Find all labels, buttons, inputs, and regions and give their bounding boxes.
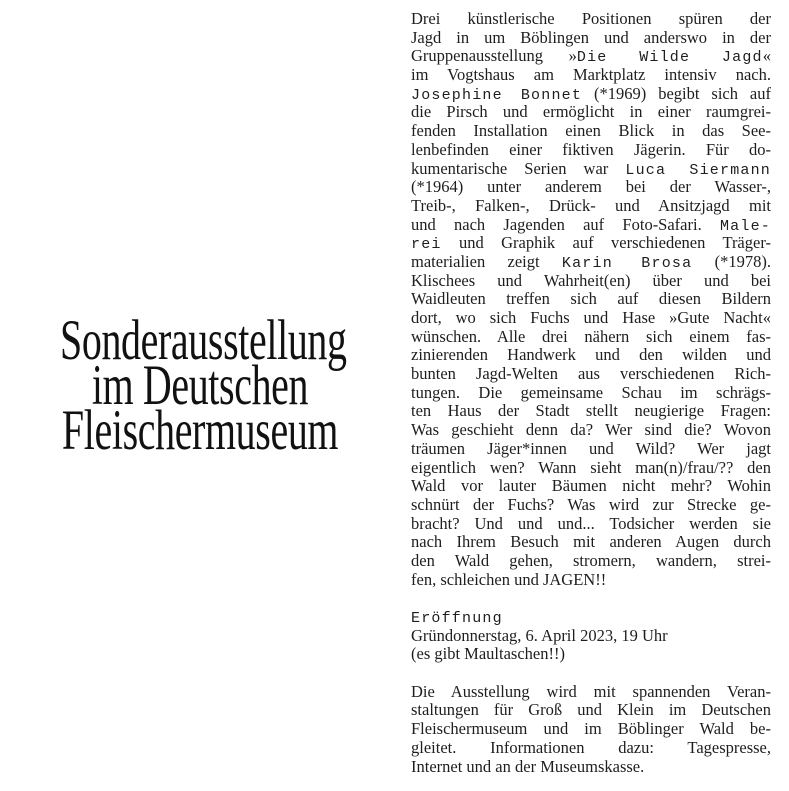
text-segment: Waidleuten treffen sich auf diesen Bildern	[411, 289, 771, 309]
text-line	[411, 701, 771, 720]
highlighted-name: Luca Siermann	[625, 161, 771, 179]
text-line	[411, 178, 771, 197]
text-line	[411, 85, 771, 104]
text-line	[411, 758, 771, 777]
text-segment: zinierenden Handwerk und den wilden und	[411, 345, 771, 365]
text-segment: träumen Jäger*innen und Wild? Wer jagt	[411, 438, 771, 458]
text-segment: im Vogtshaus am Marktplatz intensiv nach.	[411, 65, 771, 85]
text-segment: den Wald gehen, stromern, wandern, strei-	[411, 550, 771, 570]
highlighted-name: Eröffnung	[411, 610, 503, 627]
text-line	[411, 29, 771, 48]
paragraph-gap	[411, 589, 771, 608]
text-line	[411, 608, 771, 627]
text-line	[411, 197, 771, 216]
text-line	[411, 47, 771, 66]
text-segment: dort, wo sich Fuchs und Hase »Gute Nacht«	[411, 308, 771, 327]
text-segment: staltungen für Groß und Klein im Deutschen	[411, 700, 771, 720]
text-segment: Treib-, Falken-, Drück- und Ansitzjagd mit	[411, 195, 771, 215]
title-line: im Deutschen	[91, 354, 309, 417]
text-line	[411, 10, 771, 29]
text-line	[411, 160, 771, 179]
text-line	[411, 122, 771, 141]
text-segment: eigentlich wen? Wann sieht man(n)/frau/?? den	[411, 457, 771, 477]
text-segment: die Pirsch und ermöglicht in einer raumgrei-	[411, 102, 771, 122]
text-segment: Drei künstlerische Positionen spüren der	[411, 9, 771, 28]
text-segment: Gruppenausstellung »	[411, 46, 577, 66]
text-line	[411, 328, 771, 347]
text-segment: kumentarische Serien war	[411, 158, 626, 178]
highlighted-name: rei	[411, 236, 442, 254]
text-line	[411, 627, 771, 646]
text-segment: Gründonnerstag, 6. April 2023, 19 Uhr	[411, 625, 668, 645]
text-line	[411, 272, 771, 291]
text-line	[411, 739, 771, 758]
text-line	[411, 384, 771, 403]
text-segment: (*1964) unter anderem bei der Wasser-,	[411, 177, 771, 197]
text-segment: lenbefinden einer fiktiven Jägerin. Für do-	[411, 139, 771, 159]
text-line	[411, 103, 771, 122]
text-line	[411, 402, 771, 421]
text-line	[411, 253, 771, 272]
paragraph-gap	[411, 664, 771, 683]
text-segment: fenden Installation einen Blick in das See-	[411, 121, 771, 141]
text-line	[411, 66, 771, 85]
text-line	[411, 234, 771, 253]
text-line	[411, 421, 771, 440]
text-line	[411, 683, 771, 702]
text-line	[411, 720, 771, 739]
text-segment: bunten Jagd-Welten aus verschiedenen Rich-	[411, 364, 771, 384]
text-segment: (es gibt Maultaschen!!)	[411, 644, 565, 664]
text-segment: nach Ihrem Besuch mit anderen Augen durch	[411, 532, 771, 552]
text-line	[411, 515, 771, 534]
title-line: Sonderausstellung	[60, 309, 347, 372]
text-segment: (*1978).	[692, 251, 771, 271]
text-segment: ten Haus der Stadt stellt neugierige Fragen:	[411, 401, 771, 421]
text-line	[411, 645, 771, 664]
text-segment: Die Ausstellung wird mit spannenden Veran-	[411, 681, 771, 701]
text-segment: gleitet. Informationen dazu: Tagespresse,	[411, 737, 771, 757]
text-line	[411, 141, 771, 160]
highlighted-name: Karin Brosa	[561, 254, 693, 272]
text-line	[411, 552, 771, 571]
text-segment: und Graphik auf verschiedenen Träger-	[441, 233, 771, 253]
highlighted-name: Die Wilde Jagd	[576, 49, 763, 67]
text-line	[411, 290, 771, 309]
text-segment: «	[762, 46, 771, 66]
title-line: Fleischermuseum	[61, 399, 339, 462]
text-segment: materialien zeigt	[411, 251, 562, 271]
highlighted-name: Josephine Bonnet	[411, 86, 583, 104]
exhibition-description	[411, 10, 771, 776]
text-line	[411, 477, 771, 496]
text-line	[411, 459, 771, 478]
exhibition-title	[0, 309, 400, 462]
text-segment: fen, schleichen und JAGEN!!	[411, 569, 607, 589]
text-line	[411, 571, 771, 590]
text-segment: Wald vor lauter Bäumen nicht mehr? Wohin	[411, 476, 771, 496]
text-segment: Jagd in um Böblingen und anderswo in der	[411, 27, 771, 47]
text-segment: Klischees und Wahrheit(en) über und bei	[411, 270, 771, 290]
text-segment: wünschen. Alle drei nähern sich einem fas-	[411, 326, 771, 346]
text-line	[411, 533, 771, 552]
text-segment: Internet und an der Museumskasse.	[411, 756, 645, 776]
text-segment: und nach Jagenden auf Foto-Safari.	[411, 214, 720, 234]
text-segment: (*1969) begibt sich auf	[582, 83, 771, 103]
text-segment: Fleischermuseum und im Böblinger Wald be-	[411, 719, 771, 739]
highlighted-name: Male-	[719, 217, 771, 235]
text-segment: Was geschieht denn da? Wer sind die? Wovon	[411, 420, 771, 440]
text-segment: tungen. Die gemeinsame Schau im schrägs-	[411, 382, 771, 402]
text-segment: bracht? Und und und... Todsicher werden sie	[411, 513, 771, 533]
text-line	[411, 216, 771, 235]
text-line	[411, 496, 771, 515]
text-line	[411, 365, 771, 384]
text-line	[411, 440, 771, 459]
text-line	[411, 346, 771, 365]
text-segment: schnürt der Fuchs? Was wird zur Strecke ge-	[411, 494, 771, 514]
text-line	[411, 309, 771, 328]
